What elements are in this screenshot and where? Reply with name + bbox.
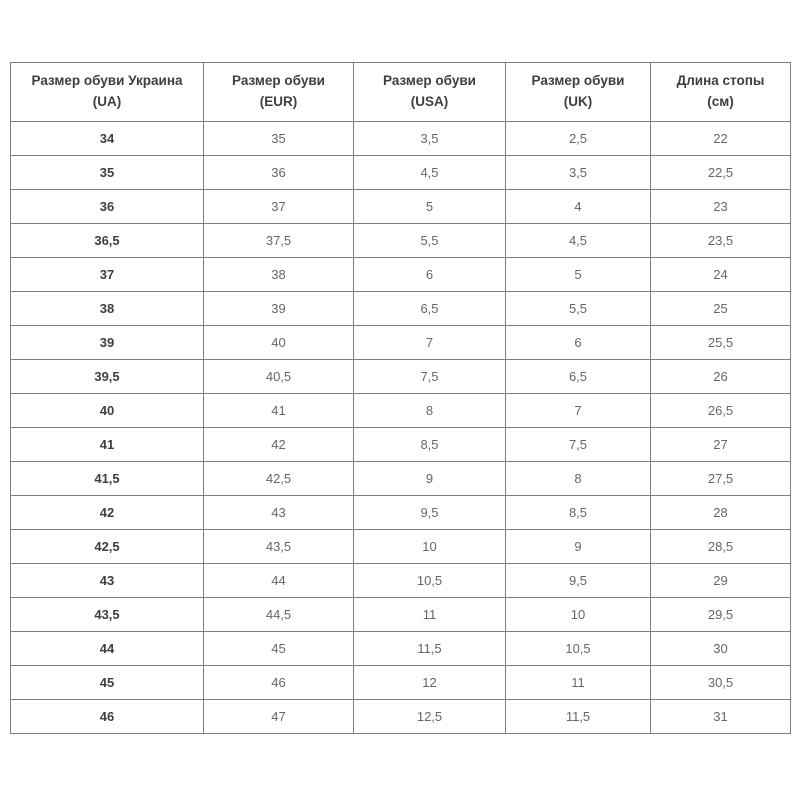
cell-uk: 11,5 xyxy=(506,700,651,734)
header-eur xyxy=(204,63,354,122)
cell-ua: 41 xyxy=(11,428,204,462)
cell-uk: 9 xyxy=(506,530,651,564)
cell-ua: 42 xyxy=(11,496,204,530)
cell-usa: 6,5 xyxy=(354,292,506,326)
table-row xyxy=(11,258,791,292)
table-row xyxy=(11,564,791,598)
cell-ua: 36 xyxy=(11,190,204,224)
cell-eur: 42 xyxy=(204,428,354,462)
header-usa-title: Размер обуви xyxy=(383,73,476,89)
cell-cm: 27 xyxy=(651,428,791,462)
cell-usa: 9,5 xyxy=(354,496,506,530)
table-row xyxy=(11,292,791,326)
cell-cm: 25,5 xyxy=(651,326,791,360)
cell-uk: 3,5 xyxy=(506,156,651,190)
cell-usa: 8 xyxy=(354,394,506,428)
cell-cm: 29 xyxy=(651,564,791,598)
header-uk-subtitle: (UK) xyxy=(563,94,593,109)
cell-uk: 7,5 xyxy=(506,428,651,462)
header-row xyxy=(11,63,791,122)
shoe-size-conversion-table xyxy=(10,62,791,734)
cell-ua: 34 xyxy=(11,122,204,156)
cell-uk: 8,5 xyxy=(506,496,651,530)
header-cm xyxy=(651,63,791,122)
cell-ua: 39 xyxy=(11,326,204,360)
table-row xyxy=(11,666,791,700)
table-row xyxy=(11,190,791,224)
cell-cm: 26 xyxy=(651,360,791,394)
cell-usa: 12,5 xyxy=(354,700,506,734)
cell-eur: 37,5 xyxy=(204,224,354,258)
cell-usa: 11 xyxy=(354,598,506,632)
cell-eur: 45 xyxy=(204,632,354,666)
header-usa-subtitle: (USA) xyxy=(410,94,449,109)
cell-eur: 36 xyxy=(204,156,354,190)
cell-eur: 44,5 xyxy=(204,598,354,632)
size-table-body xyxy=(11,122,791,734)
cell-ua: 41,5 xyxy=(11,462,204,496)
cell-usa: 10 xyxy=(354,530,506,564)
cell-ua: 38 xyxy=(11,292,204,326)
cell-usa: 4,5 xyxy=(354,156,506,190)
table-row xyxy=(11,122,791,156)
header-eur-title: Размер обуви xyxy=(232,73,325,89)
cell-eur: 44 xyxy=(204,564,354,598)
cell-eur: 42,5 xyxy=(204,462,354,496)
cell-ua: 42,5 xyxy=(11,530,204,564)
cell-usa: 8,5 xyxy=(354,428,506,462)
header-cm-subtitle: (см) xyxy=(707,94,734,109)
cell-ua: 43 xyxy=(11,564,204,598)
cell-cm: 28 xyxy=(651,496,791,530)
cell-usa: 10,5 xyxy=(354,564,506,598)
cell-uk: 4,5 xyxy=(506,224,651,258)
table-row xyxy=(11,326,791,360)
cell-uk: 5 xyxy=(506,258,651,292)
cell-uk: 5,5 xyxy=(506,292,651,326)
cell-ua: 37 xyxy=(11,258,204,292)
table-row xyxy=(11,156,791,190)
table-row xyxy=(11,428,791,462)
table-header xyxy=(11,63,791,122)
cell-cm: 30,5 xyxy=(651,666,791,700)
table-row xyxy=(11,224,791,258)
cell-eur: 46 xyxy=(204,666,354,700)
table-row xyxy=(11,598,791,632)
cell-eur: 43 xyxy=(204,496,354,530)
cell-eur: 40,5 xyxy=(204,360,354,394)
cell-eur: 43,5 xyxy=(204,530,354,564)
table-row xyxy=(11,360,791,394)
cell-uk: 2,5 xyxy=(506,122,651,156)
table-row xyxy=(11,632,791,666)
cell-cm: 23,5 xyxy=(651,224,791,258)
cell-ua: 45 xyxy=(11,666,204,700)
header-uk xyxy=(506,63,651,122)
cell-cm: 22 xyxy=(651,122,791,156)
cell-cm: 26,5 xyxy=(651,394,791,428)
cell-usa: 12 xyxy=(354,666,506,700)
cell-uk: 6 xyxy=(506,326,651,360)
cell-cm: 31 xyxy=(651,700,791,734)
cell-uk: 9,5 xyxy=(506,564,651,598)
cell-usa: 7,5 xyxy=(354,360,506,394)
cell-uk: 11 xyxy=(506,666,651,700)
cell-cm: 29,5 xyxy=(651,598,791,632)
table-row xyxy=(11,496,791,530)
cell-cm: 27,5 xyxy=(651,462,791,496)
cell-ua: 36,5 xyxy=(11,224,204,258)
header-ua xyxy=(11,63,204,122)
cell-cm: 25 xyxy=(651,292,791,326)
table-row xyxy=(11,462,791,496)
cell-eur: 38 xyxy=(204,258,354,292)
cell-uk: 8 xyxy=(506,462,651,496)
table-row xyxy=(11,700,791,734)
cell-eur: 40 xyxy=(204,326,354,360)
cell-usa: 7 xyxy=(354,326,506,360)
cell-cm: 24 xyxy=(651,258,791,292)
cell-uk: 10,5 xyxy=(506,632,651,666)
header-ua-subtitle: (UA) xyxy=(92,94,122,109)
cell-usa: 5,5 xyxy=(354,224,506,258)
cell-cm: 28,5 xyxy=(651,530,791,564)
cell-ua: 44 xyxy=(11,632,204,666)
table-row xyxy=(11,530,791,564)
cell-usa: 3,5 xyxy=(354,122,506,156)
cell-eur: 37 xyxy=(204,190,354,224)
cell-ua: 39,5 xyxy=(11,360,204,394)
cell-eur: 35 xyxy=(204,122,354,156)
cell-cm: 22,5 xyxy=(651,156,791,190)
cell-ua: 43,5 xyxy=(11,598,204,632)
cell-uk: 4 xyxy=(506,190,651,224)
cell-uk: 7 xyxy=(506,394,651,428)
cell-usa: 6 xyxy=(354,258,506,292)
cell-ua: 40 xyxy=(11,394,204,428)
cell-usa: 11,5 xyxy=(354,632,506,666)
header-usa xyxy=(354,63,506,122)
header-uk-title: Размер обуви xyxy=(531,73,625,89)
table-row xyxy=(11,394,791,428)
cell-usa: 9 xyxy=(354,462,506,496)
cell-ua: 46 xyxy=(11,700,204,734)
header-cm-title: Длина стопы xyxy=(676,73,765,89)
cell-uk: 6,5 xyxy=(506,360,651,394)
cell-eur: 39 xyxy=(204,292,354,326)
cell-uk: 10 xyxy=(506,598,651,632)
header-ua-title: Размер обуви Украина xyxy=(31,73,183,89)
cell-ua: 35 xyxy=(11,156,204,190)
header-eur-subtitle: (EUR) xyxy=(259,94,298,109)
cell-eur: 47 xyxy=(204,700,354,734)
cell-cm: 30 xyxy=(651,632,791,666)
cell-cm: 23 xyxy=(651,190,791,224)
cell-eur: 41 xyxy=(204,394,354,428)
cell-usa: 5 xyxy=(354,190,506,224)
